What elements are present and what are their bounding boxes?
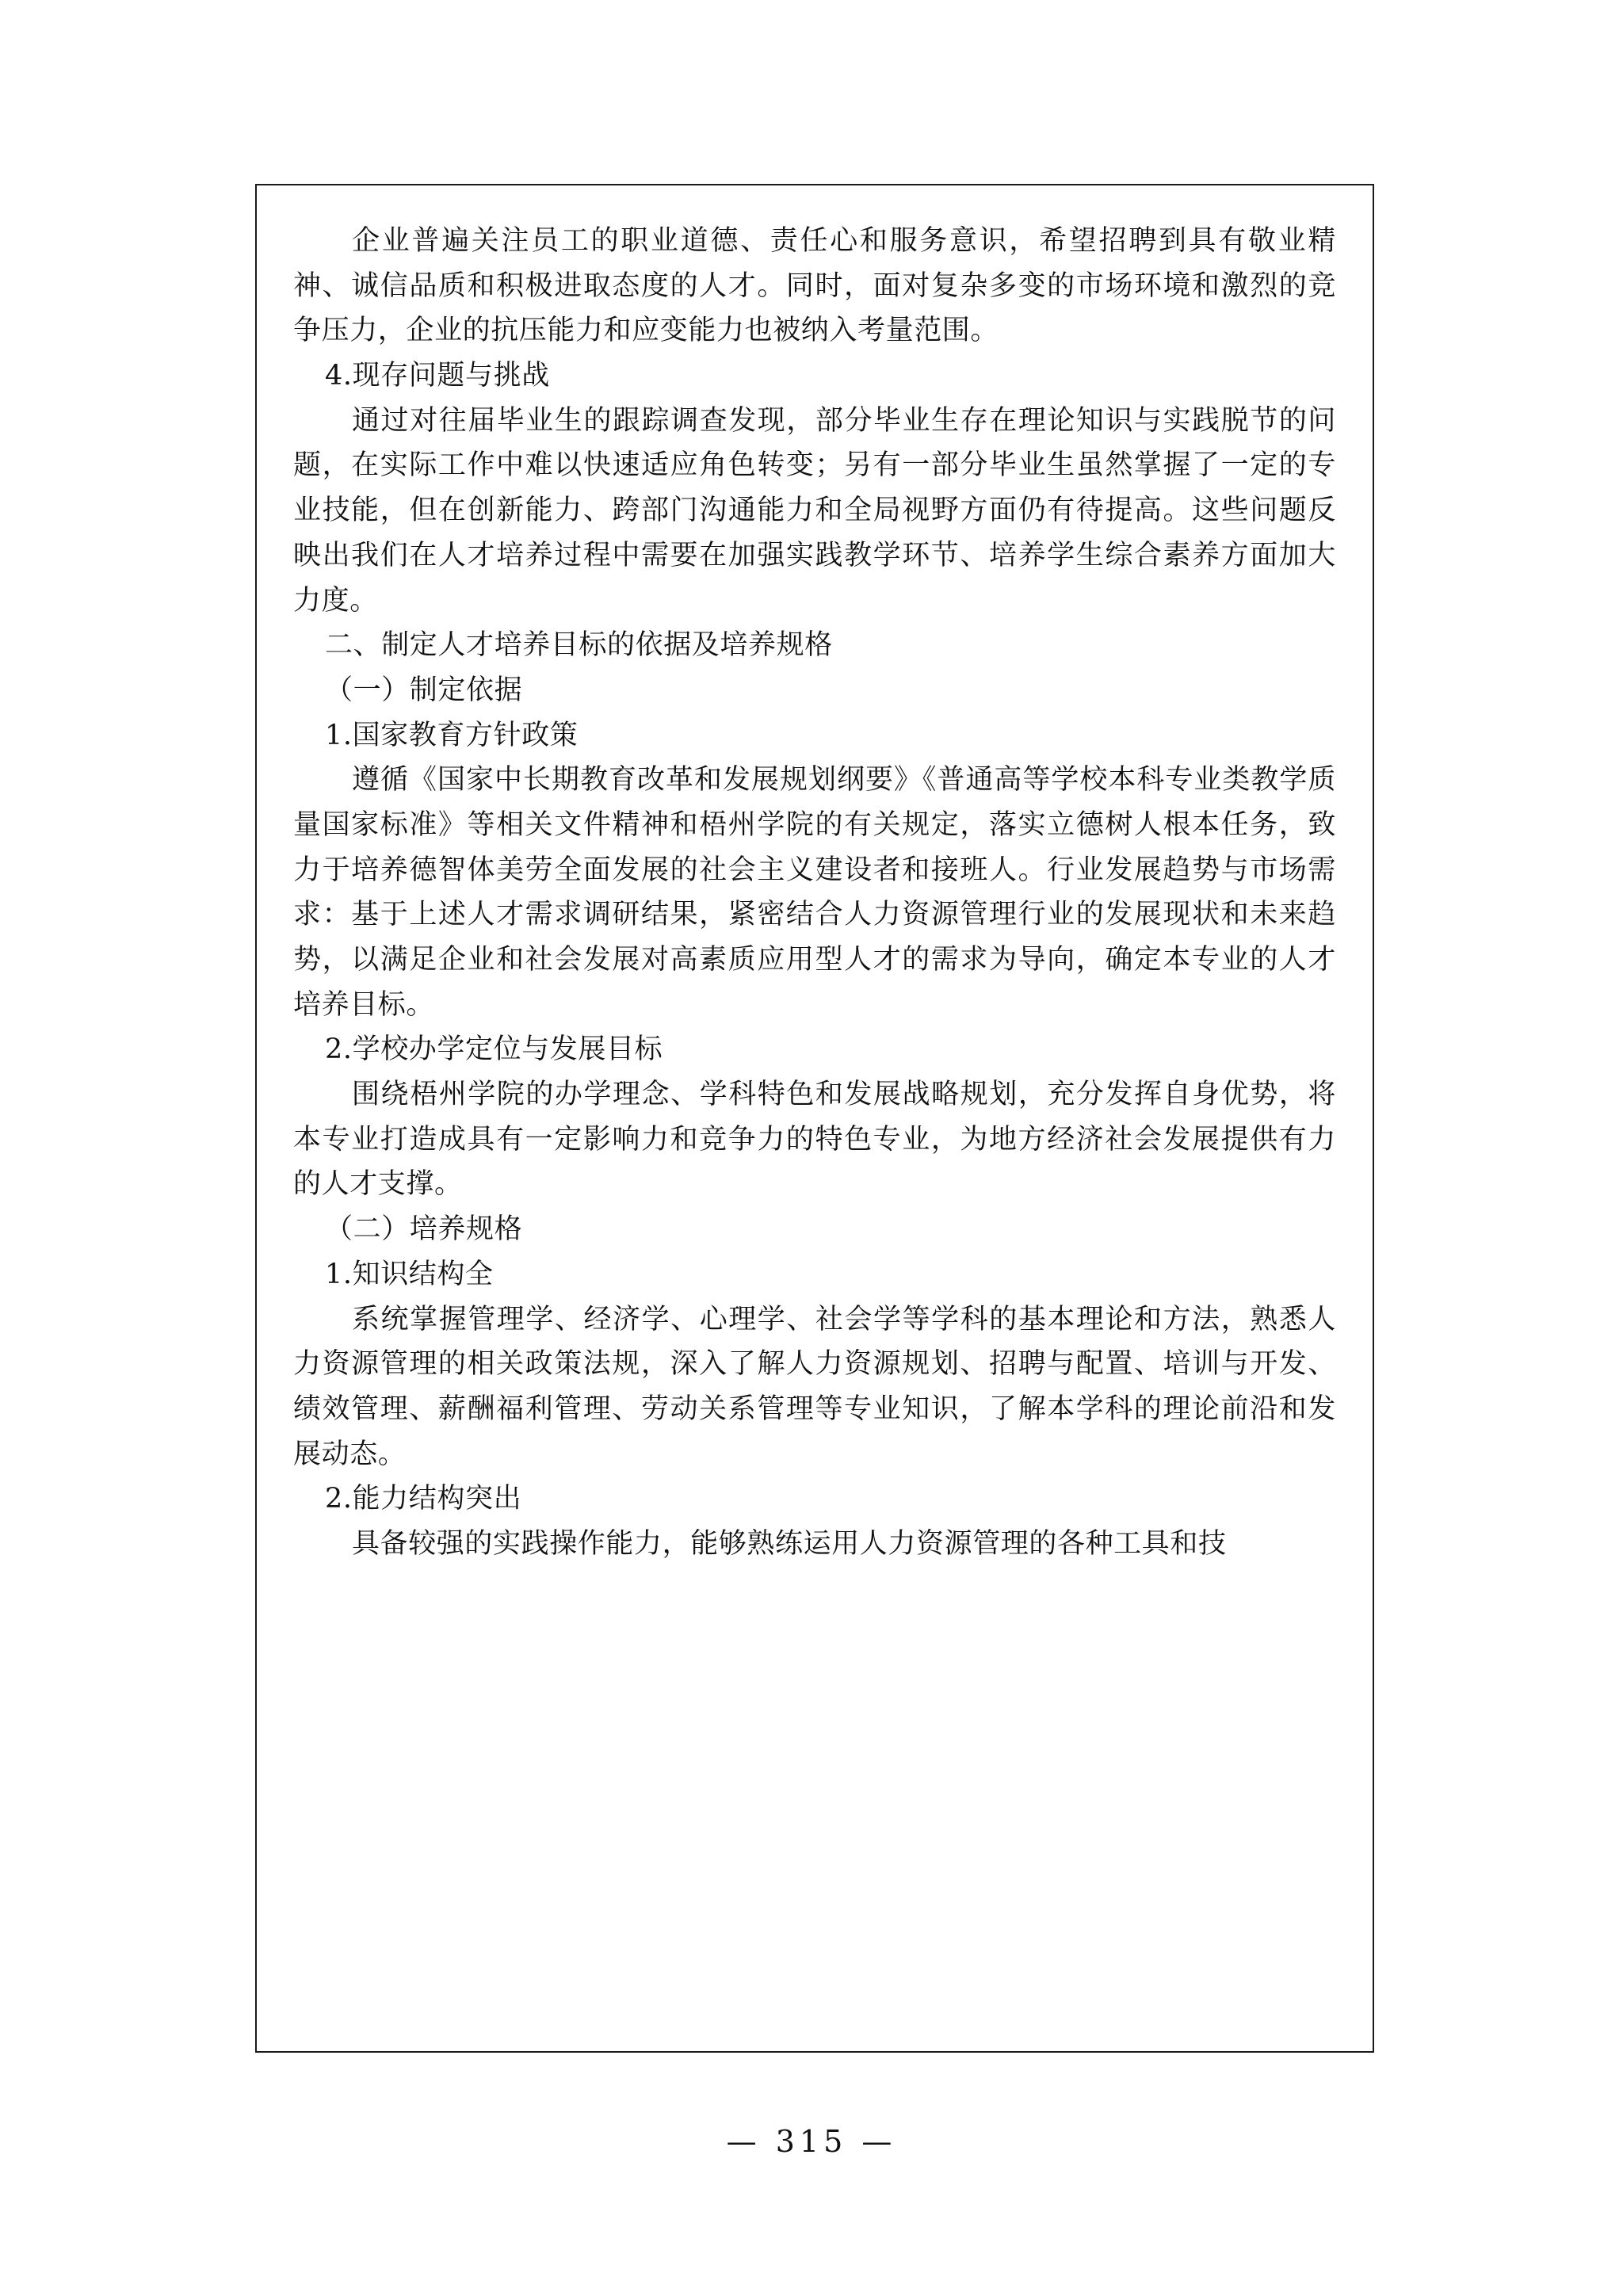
heading-knowledge-structure: 1.知识结构全	[325, 1258, 494, 1290]
heading-training-spec: （二）培养规格	[325, 1213, 523, 1246]
heading-national-policy: 1.国家教育方针政策	[325, 719, 579, 751]
heading-school-position: 2.学校办学定位与发展目标	[325, 1033, 663, 1066]
page-content-frame	[255, 184, 1374, 2053]
paragraph-knowledge-structure: 系统掌握管理学、经济学、心理学、社会学等学科的基本理论和方法，熟悉人力资源管理的相关政策法规，深入了解人力资源规划、招聘与配置、培训与开发、绩效管理、薪酬福利管理、劳动关系管理等专业知识，了解本学科的理论前沿和发展动态。	[293, 1303, 1336, 1470]
paragraph-school-position: 围绕梧州学院的办学理念、学科特色和发展战略规划，充分发挥自身优势，将本专业打造成具有一定影响力和竞争力的特色专业，为地方经济社会发展提供有力的人才支撑。	[293, 1079, 1336, 1201]
paragraph-graduate-survey: 通过对往届毕业生的跟踪调查发现，部分毕业生存在理论知识与实践脱节的问题，在实际工作中难以快速适应角色转变；另有一部分毕业生虽然掌握了一定的专业技能，但在创新能力、跨部门沟通能力和全局视野方面仍有待提高。这些问题反映出我们在人才培养过程中需要在加强实践教学环节、培养学生综合素养方面加大力度。	[293, 404, 1336, 617]
document-text-body	[257, 185, 1373, 1567]
paragraph-enterprise-focus: 企业普遍关注员工的职业道德、责任心和服务意识，希望招聘到具有敬业精神、诚信品质和积极进取态度的人才。同时，面对复杂多变的市场环境和激烈的竞争压力，企业的抗压能力和应变能力也被纳入考量范围。	[293, 225, 1336, 347]
heading-ability-structure: 2.能力结构突出	[325, 1483, 522, 1515]
paragraph-ability-structure: 具备较强的实践操作能力，能够熟练运用人力资源管理的各种工具和技	[352, 1527, 1227, 1560]
heading-section-two: 二、制定人才培养目标的依据及培养规格	[325, 629, 833, 662]
paragraph-national-policy: 遵循《国家中长期教育改革和发展规划纲要》《普通高等学校本科专业类教学质量国家标准》等相关文件精神和梧州学院的有关规定，落实立德树人根本任务，致力于培养德智体美劳全面发展的社会主义建设者和接班人。行业发展趋势与市场需求：基于上述人才需求调研结果，紧密结合人力资源管理行业的发展现状和未来趋势，以满足企业和社会发展对高素质应用型人才的需求为导向，确定本专业的人才培养目标。	[293, 764, 1336, 1021]
heading-existing-problems: 4.现存问题与挑战	[325, 360, 550, 392]
heading-basis: （一）制定依据	[325, 674, 523, 706]
page-number: — 315 —	[726, 2124, 897, 2159]
